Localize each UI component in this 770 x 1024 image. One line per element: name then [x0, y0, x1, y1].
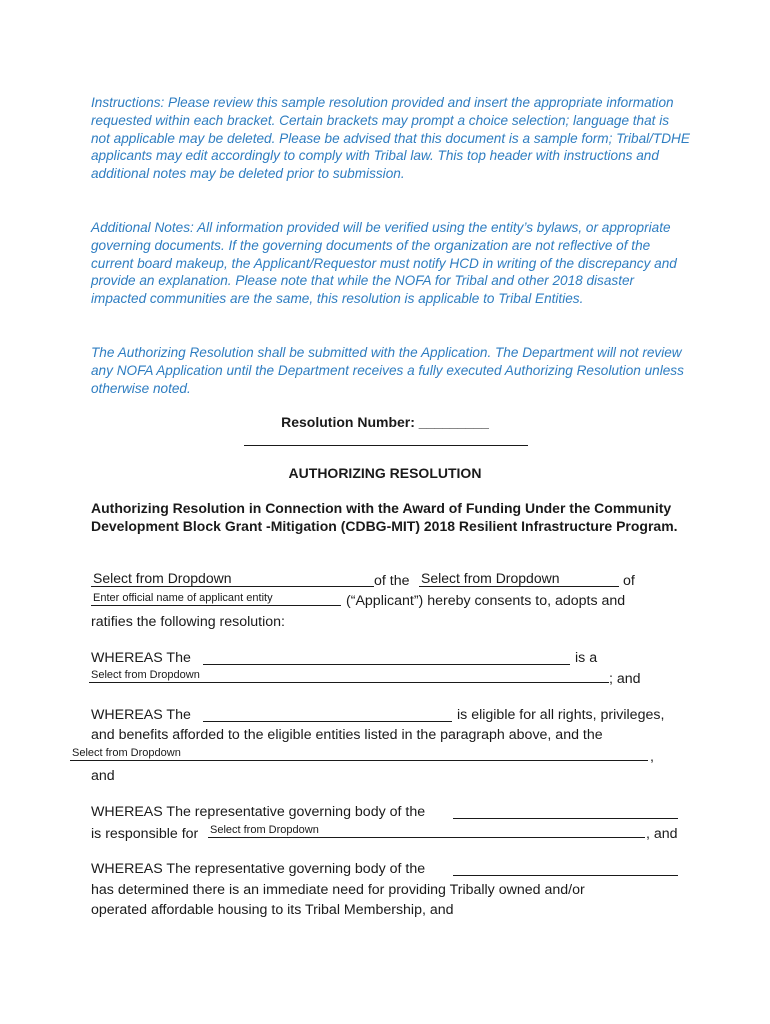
operated-housing-text: operated affordable housing to its Tribal Membership, and: [91, 902, 454, 918]
whereas-4-label: WHEREAS The representative governing body of the: [91, 861, 426, 877]
additional-notes-paragraph: Additional Notes: All information provided will be verified using the entity’s bylaws, or appropriate governing documents. If the governing documents of the organization are not reflective of the current board makeup, the Applicant/Requestor must notify HCD in writing of the discrepancy and provide an explanation. Please note that while the NOFA for Tribal and other 2018 disaster impacted communities are the same, this resolution is applicable to Tribal Entities.: [91, 220, 677, 307]
whereas-1-blank[interactable]: [203, 649, 570, 665]
whereas-3-label: WHEREAS The representative governing body of the: [91, 804, 426, 820]
whereas-1-label: WHEREAS The: [91, 650, 191, 666]
whereas-1-dropdown[interactable]: Select from Dropdown: [89, 669, 609, 683]
whereas-3-blank[interactable]: [453, 803, 678, 819]
is-a-text: is a: [575, 650, 598, 666]
whereas-3-dropdown[interactable]: Select from Dropdown: [208, 824, 645, 838]
semicolon-and-text: ; and: [609, 671, 641, 687]
entity-name-field[interactable]: Enter official name of applicant entity: [91, 592, 341, 606]
document-title: AUTHORIZING RESOLUTION: [288, 465, 482, 481]
additional-notes-block: [91, 219, 691, 308]
submission-note-paragraph: The Authorizing Resolution shall be submitted with the Application. The Department will not review any NOFA Application until the Department receives a fully executed Authorizing Resolution unless otherwise noted.: [91, 345, 684, 396]
whereas-2-dropdown[interactable]: Select from Dropdown: [70, 747, 648, 761]
benefits-text: and benefits afforded to the eligible entities listed in the paragraph above, and the: [91, 727, 603, 743]
jurisdiction-dropdown[interactable]: Select from Dropdown: [91, 570, 374, 587]
of-text: of: [623, 573, 635, 589]
resolution-number: Resolution Number: _________: [281, 414, 489, 430]
whereas-2-label: WHEREAS The: [91, 707, 191, 723]
eligible-rights-text: is eligible for all rights, privileges,: [457, 707, 665, 723]
ratifies-text: ratifies the following resolution:: [91, 614, 285, 630]
of-the-text: of the: [374, 573, 410, 589]
applicant-consents-text: (“Applicant”) hereby consents to, adopts and: [346, 593, 626, 609]
instructions-block: [91, 94, 691, 183]
instructions-paragraph: Instructions: Please review this sample resolution provided and insert the appropriate information requested within each bracket. Certain brackets may prompt a choice selection; language that is not applicable may be deleted. Please be advised that this document is a sample form; Tribal/TDHE applicants may edit accordingly to comply with Tribal law. This top header with instructions and additional notes may be deleted prior to submission.: [91, 95, 690, 182]
resolution-subtitle: Authorizing Resolution in Connection with the Award of Funding Under the Community Development Block Grant -Mitigation (CDBG-MIT) 2018 Resilient Infrastructure Program.: [91, 500, 678, 534]
determined-need-text: has determined there is an immediate need for providing Tribally owned and/or: [91, 882, 585, 898]
entity-type-dropdown[interactable]: Select from Dropdown: [419, 570, 619, 587]
is-responsible-text: is responsible for: [91, 826, 199, 842]
resolution-divider: [244, 445, 528, 446]
submission-note-block: [91, 344, 691, 397]
whereas-2-blank[interactable]: [203, 706, 452, 722]
comma-text: ,: [650, 749, 654, 765]
whereas-4-blank[interactable]: [453, 860, 678, 876]
and-text: and: [91, 768, 115, 784]
comma-and-text: , and: [646, 826, 678, 842]
